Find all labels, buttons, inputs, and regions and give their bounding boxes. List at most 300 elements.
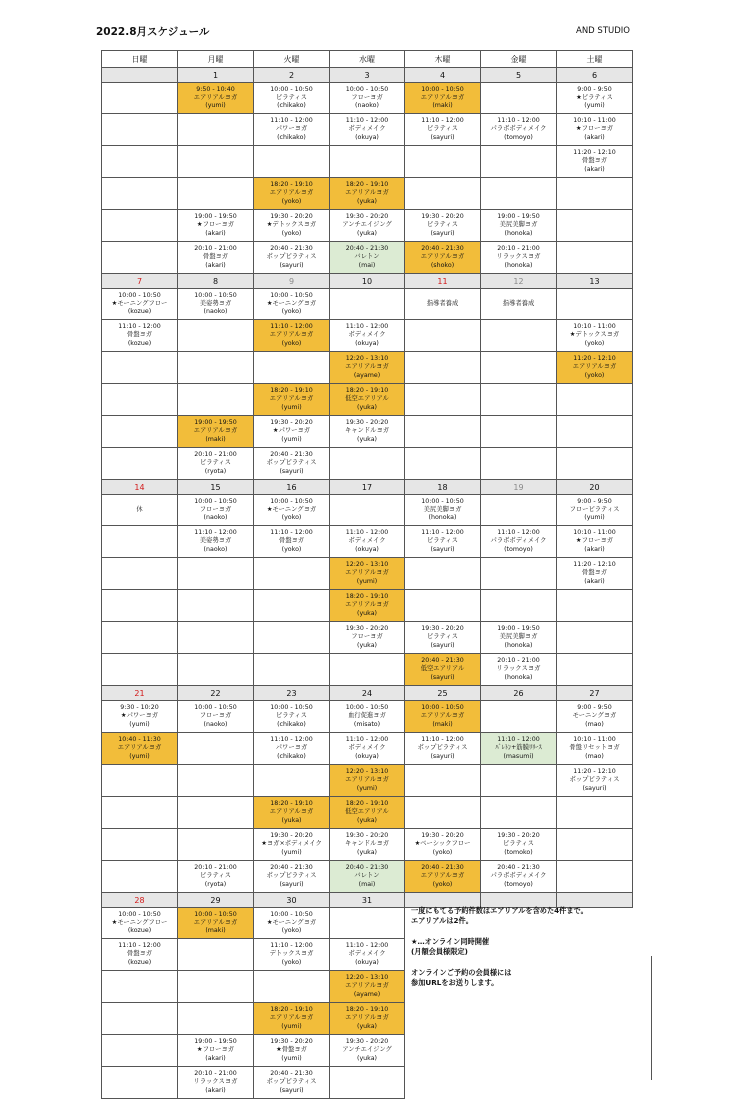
date-cell: 14 [102,480,178,495]
empty-cell [405,765,481,797]
class-instructor: (tomoyo) [504,133,533,141]
notes-area-cell [405,1035,481,1067]
class-instructor: (maki) [205,927,226,935]
class-cell [405,83,481,114]
class-time: 10:00 - 10:50 [270,704,313,712]
class-instructor: (chikako) [277,102,306,110]
class-time: 10:00 - 10:50 [270,910,313,918]
class-cell [254,384,330,416]
empty-cell [405,590,481,622]
empty-cell [102,352,178,384]
class-name: ピラティス [276,712,307,720]
class-cell [481,622,557,654]
date-cell: 31 [330,893,405,908]
class-cell [254,526,330,558]
empty-cell [405,178,481,210]
empty-cell [405,352,481,384]
class-instructor: (yumi) [129,752,150,760]
time-slot-row [102,384,633,416]
empty-cell [102,765,178,797]
class-name: パラボボディメイク [490,125,547,133]
empty-cell [178,320,254,352]
empty-cell [102,590,178,622]
class-name: ★モーニングヨガ [266,505,317,513]
notes [411,906,651,999]
empty-cell [102,558,178,590]
empty-cell [178,733,254,765]
class-cell [330,733,405,765]
empty-cell [481,352,557,384]
class-name: 美尻美脚ヨガ [499,633,538,641]
notes-area-cell [557,1003,633,1035]
class-instructor: (yumi) [281,848,302,856]
class-time: 19:30 - 20:20 [345,625,389,633]
class-name: ★パワーヨガ [120,712,159,720]
class-instructor: (yuka) [356,1054,378,1062]
time-slot-row [102,146,633,178]
class-time: 11:10 - 12:00 [421,117,464,125]
class-instructor: (mai) [358,880,376,888]
class-name: ﾊﾞﾚﾄﾝ+筋膜ﾘﾘｰｽ [495,744,542,752]
weekday-header: 日曜 [102,51,178,68]
class-instructor: (akari) [584,133,605,141]
empty-cell [254,622,330,654]
schedule-title: 2022.8月スケジュール [96,26,210,38]
class-instructor: (misato) [353,720,381,728]
class-instructor: (masumi) [503,752,534,760]
class-cell [254,495,330,526]
class-cell [405,242,481,274]
class-instructor: (sayuri) [279,467,304,475]
date-cell: 23 [254,686,330,701]
class-cell [102,495,178,526]
empty-cell [481,384,557,416]
class-cell [405,495,481,526]
note-url [411,968,651,989]
class-time: 11:10 - 12:00 [345,529,389,537]
class-name: フローピラティス [569,505,620,513]
class-name: モーニングヨガ [572,712,617,720]
class-instructor: (shoko) [430,261,455,269]
date-row [102,68,633,83]
date-row [102,686,633,701]
empty-cell [405,797,481,829]
notes-area-cell [557,1067,633,1099]
class-instructor: (maki) [432,102,453,110]
class-cell [330,622,405,654]
empty-cell [102,971,178,1003]
weekday-header: 水曜 [330,51,405,68]
class-time: 11:10 - 12:00 [345,942,389,950]
class-instructor: (yoko) [432,880,453,888]
class-name: キャンドルヨガ [344,427,390,435]
class-name: リラックスヨガ [496,253,541,261]
empty-cell [330,495,405,526]
class-name: ★モーニングヨガ [266,299,317,307]
date-cell: 29 [178,893,254,908]
class-cell [481,654,557,686]
class-instructor: (akari) [205,1086,226,1094]
class-time [405,292,480,300]
class-name: フローヨガ [199,505,232,513]
class-time: 19:30 - 20:20 [270,1038,313,1046]
class-name: 骨盤ヨガ [202,253,229,261]
class-name: エアリアルヨガ [345,569,389,577]
empty-cell [102,1003,178,1035]
empty-cell [405,416,481,448]
class-instructor: (yumi) [281,435,302,443]
class-cell [557,83,633,114]
class-time: 10:00 - 10:50 [118,291,161,299]
time-slot-row [102,590,633,622]
class-instructor: (yuka) [356,641,378,649]
class-instructor: (sayuri) [279,880,304,888]
class-cell [330,765,405,797]
class-time: 10:40 - 11:30 [118,736,161,744]
class-time: 10:10 - 11:00 [573,736,616,744]
class-name: 指導者養成 [502,299,535,307]
class-time: 10:10 - 11:00 [573,529,616,537]
class-instructor: (ryota) [204,467,227,475]
class-cell [254,1003,330,1035]
class-instructor: (ryota) [204,880,227,888]
class-time: 11:10 - 12:00 [270,323,313,331]
class-instructor: (tomoko) [504,848,533,856]
time-slot-row [102,242,633,274]
time-slot-row [102,733,633,765]
time-slot-row [102,352,633,384]
class-cell [330,242,405,274]
class-time: 11:10 - 12:00 [421,529,464,537]
class-time: 11:10 - 12:00 [497,736,540,744]
class-instructor: (chikako) [277,133,306,141]
note-line: 一度にもてる予約件数はエアリアルを含めた4件まで。 [411,906,588,915]
class-time: 19:00 - 19:50 [194,213,237,221]
note-online [411,937,651,958]
class-cell [405,861,481,893]
class-cell [557,495,633,526]
class-name: キャンドルヨガ [344,840,390,848]
class-name: エアリアルヨガ [572,363,617,371]
class-name: ピラティス [427,633,458,641]
class-instructor: (naoko) [203,308,228,316]
class-time: 18:20 - 19:10 [345,800,389,808]
class-name: フローヨガ [351,633,383,641]
class-time: 12:20 - 13:10 [345,355,389,363]
class-time: 20:40 - 21:30 [270,451,313,459]
class-name: エアリアルヨガ [269,189,314,197]
class-time: 11:10 - 12:00 [345,323,389,331]
class-name: エアリアルヨガ [193,918,238,926]
class-name: ★ベーシックフロー [414,840,471,848]
empty-cell [557,797,633,829]
class-instructor: (yuka) [281,816,302,824]
class-instructor: (yumi) [281,1054,302,1062]
class-cell [557,114,633,146]
empty-cell [405,320,481,352]
class-cell [254,733,330,765]
time-slot-row [102,83,633,114]
date-cell: 22 [178,686,254,701]
time-slot-row [102,526,633,558]
empty-cell [254,590,330,622]
class-time [481,292,556,300]
class-name: ★モーニングフロー [111,299,168,307]
time-slot-row [102,701,633,733]
empty-cell [557,384,633,416]
empty-cell [178,797,254,829]
empty-cell [557,242,633,274]
class-cell [405,733,481,765]
class-instructor: (yuka) [356,816,378,824]
class-instructor: (sayuri) [430,133,455,141]
class-name: 低空エアリアル [345,808,389,816]
time-slot-row [102,622,633,654]
empty-cell [481,178,557,210]
class-time: 19:30 - 20:20 [270,832,313,840]
class-instructor: (honoka) [504,673,533,681]
class-name: エアリアルヨガ [345,601,389,609]
class-time: 18:20 - 19:10 [270,387,313,395]
empty-cell [405,558,481,590]
class-time: 12:20 - 13:10 [345,974,389,982]
class-name: エアリアルヨガ [269,808,314,816]
class-time: 19:30 - 20:20 [421,625,464,633]
class-name: ★フローヨガ [575,537,614,545]
class-cell [178,908,254,939]
empty-cell [254,654,330,686]
class-instructor: (yoko) [281,339,302,347]
empty-cell [254,765,330,797]
class-instructor: (yoko) [281,927,302,935]
empty-cell [481,701,557,733]
empty-cell [330,448,405,480]
class-time: 11:10 - 12:00 [270,117,313,125]
date-cell: 12 [481,274,557,289]
empty-cell [405,384,481,416]
class-cell [330,701,405,733]
date-cell: 13 [557,274,633,289]
class-cell [178,83,254,114]
date-cell: 10 [330,274,405,289]
class-cell [481,526,557,558]
class-name: ボップピラティス [266,1078,317,1086]
date-cell: 1 [178,68,254,83]
class-time: 10:00 - 10:50 [270,291,313,299]
date-cell: 28 [102,893,178,908]
empty-cell [102,861,178,893]
class-name: パラボボディメイク [490,537,547,545]
class-instructor: (honoka) [504,641,533,649]
class-time: 18:20 - 19:10 [270,181,313,189]
date-cell: 21 [102,686,178,701]
empty-cell [178,654,254,686]
class-time: 19:30 - 20:20 [345,832,389,840]
class-name: 美尻美脚ヨガ [423,505,462,513]
class-time: 10:00 - 10:50 [421,704,464,712]
class-cell [254,701,330,733]
class-name: ★デトックスヨガ [266,221,317,229]
class-cell [254,797,330,829]
empty-cell [254,146,330,178]
class-time: 10:00 - 10:50 [194,704,237,712]
class-time: 9:00 - 9:50 [577,497,612,505]
empty-cell [178,146,254,178]
class-instructor: (yoko) [584,339,605,347]
class-cell [330,114,405,146]
class-instructor: (ayame) [353,990,381,998]
class-cell [330,861,405,893]
note-line: エアリアルは2件。 [411,916,473,926]
class-cell [254,178,330,210]
class-name: ピラティス [427,125,458,133]
empty-cell [102,114,178,146]
date-cell: 25 [405,686,481,701]
empty-cell [178,622,254,654]
empty-cell [330,146,405,178]
empty-cell [102,210,178,242]
class-cell [254,829,330,861]
class-name: エアリアルヨガ [345,982,389,990]
class-cell [102,939,178,971]
date-cell: 26 [481,686,557,701]
empty-cell [481,416,557,448]
empty-cell [481,558,557,590]
class-name: ボップピラティス [266,459,317,467]
class-name: ★パワーヨガ [272,427,311,435]
empty-cell [102,448,178,480]
class-name: フローヨガ [199,712,232,720]
class-time: 11:10 - 12:00 [497,529,540,537]
class-cell [102,908,178,939]
class-cell [254,939,330,971]
class-instructor: (honoka) [428,514,457,522]
class-instructor: (kozue) [127,339,152,347]
class-time: 18:20 - 19:10 [270,1006,313,1014]
class-name: バレトン [354,253,380,261]
class-name: リラックスヨガ [496,665,541,673]
empty-cell [405,146,481,178]
notes-divider [651,956,652,1080]
empty-cell [481,765,557,797]
empty-cell [102,829,178,861]
class-time: 19:00 - 19:50 [497,213,540,221]
class-time: 18:20 - 19:10 [345,387,389,395]
date-cell: 3 [330,68,405,83]
class-cell [178,495,254,526]
class-name: アンチエイジング [342,221,392,229]
class-cell [178,289,254,320]
class-cell [330,178,405,210]
time-slot-row [102,829,633,861]
class-time: 11:10 - 12:00 [345,736,389,744]
class-instructor: (yumi) [281,403,302,411]
date-cell: 19 [481,480,557,495]
class-instructor: (sayuri) [279,261,304,269]
class-name: エアリアルヨガ [420,253,465,261]
class-instructor [102,514,177,522]
weekday-header: 土曜 [557,51,633,68]
class-cell [405,526,481,558]
class-cell [405,829,481,861]
class-instructor: (honoka) [504,229,533,237]
class-time: 18:20 - 19:10 [345,181,389,189]
class-time: 19:30 - 20:20 [345,1038,389,1046]
class-time: 19:30 - 20:20 [497,832,540,840]
class-instructor: (yumi) [281,1022,302,1030]
class-time: 11:10 - 12:00 [270,736,313,744]
class-instructor [405,308,480,316]
class-instructor: (okuya) [355,339,379,347]
class-time: 11:20 - 12:10 [573,355,616,363]
date-cell: 9 [254,274,330,289]
class-name: 骨盤ヨガ [278,537,305,545]
class-instructor: (yuka) [356,403,378,411]
class-cell [481,210,557,242]
class-instructor: (yumi) [584,514,605,522]
class-time [102,498,177,506]
date-cell: 16 [254,480,330,495]
class-name: ★骨盤ヨガ [276,1046,307,1054]
class-name: エアリアルヨガ [420,872,465,880]
empty-cell [178,590,254,622]
empty-cell [102,242,178,274]
class-instructor: (yoko) [281,229,302,237]
time-slot-row [102,861,633,893]
note-line: 参加URLをお送りします。 [411,978,499,988]
class-cell [405,210,481,242]
class-cell [330,1035,405,1067]
class-cell [102,320,178,352]
class-cell [330,829,405,861]
class-time: 9:50 - 10:40 [196,85,235,93]
note-line: (月額会員様限定) [411,947,468,957]
class-cell [178,701,254,733]
weekday-header: 月曜 [178,51,254,68]
empty-cell [254,971,330,1003]
class-name: ★ピラティス [576,93,613,101]
notes-area-cell [405,1003,481,1035]
empty-cell [481,146,557,178]
class-cell [254,320,330,352]
class-instructor: (okuya) [355,752,379,760]
class-name: ボップピラティス [569,776,620,784]
class-time: 18:20 - 19:10 [345,593,389,601]
class-time: 20:40 - 21:30 [345,864,389,872]
class-cell [330,526,405,558]
class-cell [254,416,330,448]
class-cell [405,701,481,733]
class-cell [178,1035,254,1067]
class-instructor: (sayuri) [582,784,607,792]
class-name: 骨盤ヨガ [581,569,608,577]
empty-cell [481,797,557,829]
date-cell [102,68,178,83]
class-instructor: (naoko) [355,102,379,110]
class-time: 11:10 - 12:00 [118,942,161,950]
class-instructor: (sayuri) [430,545,455,553]
class-cell [330,1003,405,1035]
class-instructor: (tomoyo) [504,880,533,888]
class-instructor: (yoko) [281,197,302,205]
class-name: ★モーニングフロー [111,918,168,926]
empty-cell [330,1067,405,1099]
empty-cell [557,654,633,686]
empty-cell [330,908,405,939]
class-instructor: (naoko) [203,514,228,522]
class-time: 20:10 - 21:00 [497,657,540,665]
empty-cell [102,384,178,416]
